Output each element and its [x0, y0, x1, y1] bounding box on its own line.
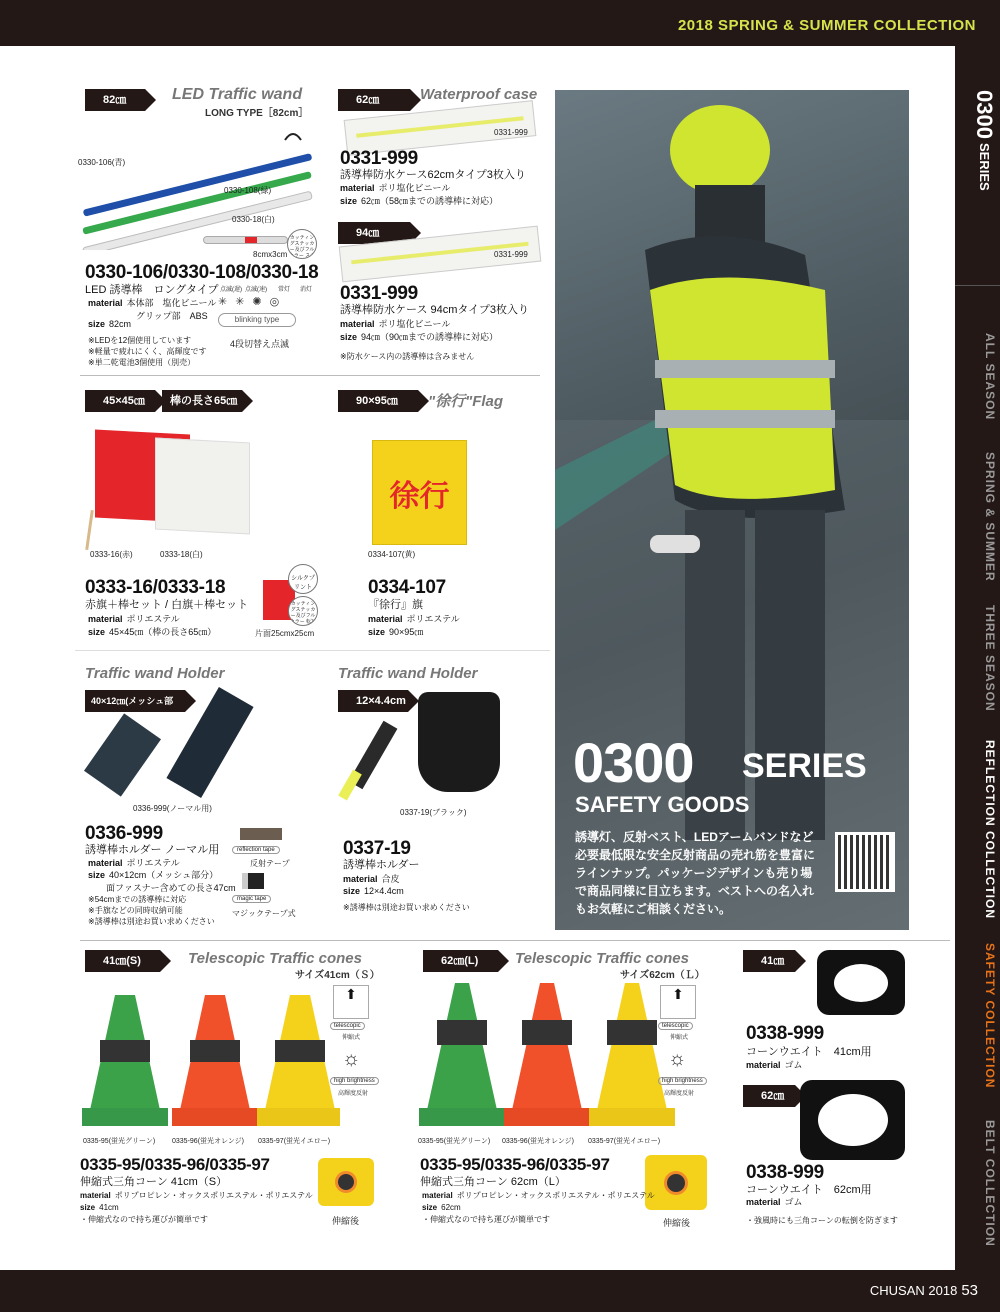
holder2-code: 0337-19 [343, 838, 411, 859]
page-number: 53 [961, 1282, 978, 1299]
blink-type-label: blinking type [218, 313, 296, 327]
cone62-yellow [597, 983, 667, 1110]
holder2-label: 0337-19(ブラック) [400, 808, 467, 817]
wand-size-note: 8cmx3cm [253, 250, 288, 259]
wand-name: LED 誘導棒 ロングタイプ [85, 284, 219, 296]
wand-hook [285, 134, 301, 140]
weight41-tag: 41㎝ [743, 950, 795, 972]
joko-size-tag: 90×95㎝ [338, 390, 418, 412]
cone41-note: ・伸縮式なので持ち運びが簡単です [80, 1215, 208, 1224]
weight62-name: コーンウエイト 62cm用 [746, 1184, 872, 1196]
holder-band-top [75, 650, 550, 651]
telescopic-icon-2: ⬆ [660, 985, 696, 1019]
reflection-tape-icon [240, 828, 282, 840]
magic-tape-jp: マジックテープ式 [232, 909, 296, 918]
cone41-name: 伸縮式三角コーン 41cm（S） [80, 1176, 228, 1188]
joko-title: "徐行"Flag [428, 393, 504, 410]
wand-label-blue: 0330-106(青) [78, 158, 126, 167]
wand-material: material 本体部 塩化ビニール グリップ部 ABS [88, 298, 217, 321]
flag-material: material ポリエステル [88, 614, 180, 624]
cutting-print-badge: カッティングステッカー及びフルカラー 転写 [288, 596, 318, 626]
case-title: Waterproof case [420, 86, 538, 103]
cone41-label-yellow: 0335-97(蛍光イエロー) [258, 1138, 331, 1145]
wand-code: 0330-106/0330-108/0330-18 [85, 262, 319, 283]
reflection-tape-jp: 反射テープ [250, 859, 290, 868]
cone41-size: size 41cm [80, 1203, 119, 1212]
cone62-name: 伸縮式三角コーン 62cm（L） [420, 1176, 566, 1188]
wand-size-tag: 82㎝ [85, 89, 145, 111]
divider-bottom [80, 940, 950, 941]
brightness-icon: ☼ [342, 1048, 361, 1070]
case62-code: 0331-999 [340, 148, 418, 169]
cone62-telescopic-label: telescopic [658, 1022, 693, 1030]
blink-head-1: 点滅(遅) [220, 287, 242, 293]
cone62-label-orange: 0335-96(蛍光オレンジ) [502, 1138, 575, 1145]
cone62-after-label: 伸縮後 [663, 1218, 691, 1228]
blink-icons: ✳✳✺◎ [218, 296, 288, 308]
case62-tag: 62㎝ [338, 89, 410, 111]
sidebar-item-three-season[interactable]: THREE SEASON [983, 605, 997, 712]
cone41-title: Telescopic Traffic cones [188, 950, 362, 967]
wand-size: size 82cm [88, 319, 132, 329]
cone62-code: 0335-95/0335-96/0335-97 [420, 1155, 610, 1174]
white-flag-image [155, 438, 250, 535]
weight41-image [817, 950, 905, 1015]
photo-description: 誘導灯、反射ベスト、LEDアームバンドなど必要最低限な安全反射商品の売れ筋を豊富にラインナップ。パッケージデザインも売り場で商品同様に目立ちます。ベストへの名入れもお気軽にご相談ください。 [575, 830, 816, 916]
sidebar-series: 0300SERIES [972, 90, 997, 191]
cone62-bright-jp: 高輝度反射 [664, 1091, 695, 1097]
flag-label-red: 0333-16(赤) [90, 550, 133, 559]
divider [80, 375, 540, 376]
case94-label: 0331-999 [494, 250, 528, 259]
flag-size-tag: 45×45㎝ [85, 390, 155, 412]
magic-tape-icon [242, 873, 264, 889]
cone41-label-green: 0335-95(蛍光グリーン) [83, 1138, 156, 1145]
cone62-tag: 62㎝(L) [423, 950, 498, 972]
flag-label-white: 0333-18(白) [160, 550, 203, 559]
cone62-telescopic-jp: 伸縮式 [670, 1035, 689, 1041]
cones62-image [415, 980, 675, 1130]
wand-subtitle: LONG TYPE［82cm］ [205, 108, 309, 119]
safety-photo [555, 90, 909, 930]
case94-code: 0331-999 [340, 283, 418, 304]
sidebar-item-belt[interactable]: BELT COLLECTION [983, 1120, 997, 1247]
cone62-bright-label: high brightness [658, 1077, 707, 1085]
cone62-subtitle: サイズ62cm（Ｌ） [620, 970, 705, 981]
holder2-title: Traffic wand Holder [338, 665, 478, 682]
cone41-bright-jp: 高輝度反射 [338, 1091, 369, 1097]
holder1-size: size 40×12cm（メッシュ部分） 面ファスナー含めての長さ47cm [88, 870, 236, 893]
wand-tip-print [245, 237, 257, 243]
wand-notes: ※LEDを12個使用しています ※軽量で疲れにくく、高輝度です ※単二乾電池3個使用（別売） [88, 336, 207, 367]
holder2-tag: 12×4.4cm [338, 690, 408, 712]
cone62-note: ・伸縮式なので持ち運びが簡単です [422, 1215, 550, 1224]
sidebar-item-reflection[interactable]: REFLECTION COLLECTION [983, 740, 997, 919]
holder2-case-image [418, 692, 500, 792]
cone41-label-orange: 0335-96(蛍光オレンジ) [172, 1138, 245, 1145]
joko-flag-text: 徐行 [389, 479, 450, 513]
footer-brand: CHUSAN 2018 [869, 1283, 958, 1298]
weight41-material: material ゴム [746, 1060, 803, 1070]
holder1-title: Traffic wand Holder [85, 665, 225, 682]
reflection-tape-label: reflection tape [232, 846, 280, 854]
case62-size: size 62㎝（58㎝までの誘導棒に対応） [340, 196, 499, 206]
case94-tag: 94㎝ [338, 222, 410, 244]
cone62-material: material ポリプロピレン・オックスポリエステル・ポリエステル [422, 1191, 655, 1200]
qr-code[interactable] [835, 832, 895, 892]
sidebar-item-safety[interactable]: SAFETY COLLECTION [983, 943, 997, 1089]
joko-label: 0334-107(黄) [368, 550, 416, 559]
sidebar-divider [955, 285, 1000, 286]
blink-head-3: 常灯 [278, 287, 291, 293]
weight62-material: material ゴム [746, 1197, 803, 1207]
flag-size: size 45×45㎝（棒の長さ65㎝） [88, 627, 217, 637]
brightness-icon-2: ☼ [668, 1048, 687, 1070]
cone41-telescopic-jp: 伸縮式 [342, 1035, 361, 1041]
holder1-code: 0336-999 [85, 823, 163, 844]
joko-flag-image [372, 440, 467, 545]
photo-series: SERIES [742, 747, 867, 785]
photo-subtitle: SAFETY GOODS [575, 792, 750, 817]
holder1-notes: ※54cmまでの誘導棒に対応 ※手旗などの同時収納可能 ※誘導棒は別途お買い求めください [88, 895, 215, 926]
blink-head-2: 点滅(速) [245, 287, 267, 293]
cone41-code: 0335-95/0335-96/0335-97 [80, 1155, 270, 1174]
cone41-telescopic-label: telescopic [330, 1022, 365, 1030]
photo-title: 0300 [573, 731, 694, 794]
wand-label-white: 0330-18(白) [232, 215, 275, 224]
weight62-code: 0338-999 [746, 1162, 824, 1183]
sidebar-item-spring-summer[interactable]: SPRING & SUMMER [983, 452, 997, 582]
bottom-bar [0, 1270, 1000, 1312]
flag-code: 0333-16/0333-18 [85, 577, 226, 598]
telescopic-icon: ⬆ [333, 985, 369, 1019]
case94-size: size 94㎝（90㎝までの誘導棒に対応） [340, 332, 499, 342]
cone41-material: material ポリプロピレン・オックスポリエステル・ポリエステル [80, 1191, 313, 1200]
joko-size: size 90×95㎝ [368, 627, 424, 637]
flag-pole-tag: 棒の長さ65㎝ [162, 390, 242, 412]
weight62-tag: 62㎝ [743, 1085, 795, 1107]
wand-label-green: 0330-108(緑) [224, 186, 272, 195]
cone62-size: size 62cm [422, 1203, 461, 1212]
weight62-image [800, 1080, 905, 1160]
holder2-material: material 合皮 [343, 874, 400, 884]
holder2-note: ※誘導棒は別途お買い求めください [343, 903, 470, 912]
weight62-note: ・強風時にも三角コーンの転倒を防ぎます [746, 1216, 898, 1225]
blink-head-4: 消灯 [300, 287, 313, 293]
holder1-material: material ポリエステル [88, 858, 180, 868]
holder2-size: size 12×4.4cm [343, 886, 404, 896]
case94-material: material ポリ塩化ビニール [340, 319, 451, 329]
cone41-tag: 41㎝(S) [85, 950, 160, 972]
case94-note: ※防水ケース内の誘導棒は含みません [340, 352, 475, 361]
cone41-subtitle: サイズ41cm（Ｓ） [295, 970, 380, 981]
cone62-label-green: 0335-95(蛍光グリーン) [418, 1138, 491, 1145]
wand-print-badge: カッティングステッカー及びフルカラー ステ [287, 229, 317, 259]
cone41-after-label: 伸縮後 [332, 1216, 360, 1226]
cone62-title: Telescopic Traffic cones [515, 950, 689, 967]
holder2-name: 誘導棒ホルダー [343, 859, 420, 871]
cones41-image [80, 990, 340, 1130]
led-wands-image [75, 120, 325, 250]
joko-name: 『徐行』旗 [368, 599, 423, 611]
holder1-tag: 40×12㎝(メッシュ部分) [85, 690, 185, 712]
wand-title: LED Traffic wand [172, 86, 303, 103]
cone62-green [427, 983, 497, 1110]
weight41-name: コーンウエイト 41cm用 [746, 1046, 872, 1058]
weight41-code: 0338-999 [746, 1023, 824, 1044]
case62-name: 誘導棒防水ケース62cmタイプ3枚入り [340, 169, 526, 181]
joko-material: material ポリエステル [368, 614, 460, 624]
case94-name: 誘導棒防水ケース 94cmタイプ3枚入り [340, 304, 529, 316]
blink-note: 4段切替え点滅 [230, 339, 290, 349]
magic-tape-label: magic tape [232, 895, 271, 903]
cone41-collapsed-image [318, 1158, 374, 1206]
silk-print-badge: シルクプリント [288, 564, 318, 594]
case62-label: 0331-999 [494, 128, 528, 137]
sidebar-item-all-season[interactable]: ALL SEASON [983, 333, 997, 421]
flag-print-note: 片面25cmx25cm [255, 629, 315, 638]
top-bar [0, 0, 1000, 46]
collection-title: 2018 SPRING & SUMMER COLLECTION [677, 17, 976, 34]
holder1-label: 0336-999(ノーマル用) [133, 804, 212, 813]
cone62-orange [512, 983, 582, 1110]
cone41-bright-label: high brightness [330, 1077, 379, 1085]
footer [870, 1282, 978, 1299]
flag-name: 赤旗＋棒セット / 白旗＋棒セット [85, 599, 249, 611]
case62-material: material ポリ塩化ビニール [340, 183, 451, 193]
joko-code: 0334-107 [368, 577, 446, 598]
flag-pole [85, 510, 94, 550]
cone62-label-yellow: 0335-97(蛍光イエロー) [588, 1138, 661, 1145]
holder1-name: 誘導棒ホルダー ノーマル用 [85, 844, 220, 856]
